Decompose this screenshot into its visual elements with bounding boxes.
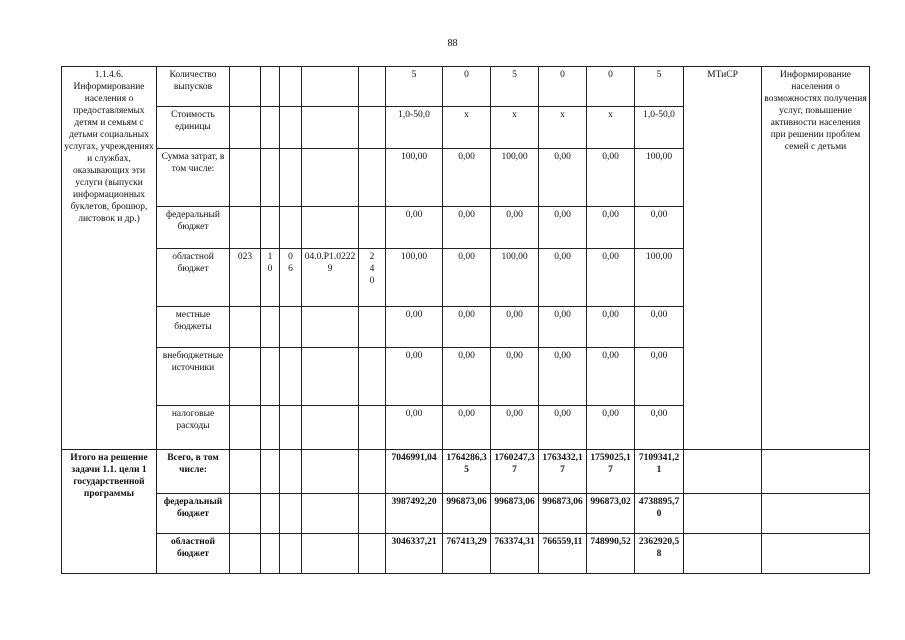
value-cell: 0,00 bbox=[491, 406, 539, 450]
value-cell: 996873,06 bbox=[539, 494, 587, 534]
value-cell: 0,00 bbox=[635, 406, 684, 450]
row-label: налоговые расходы bbox=[157, 406, 230, 450]
value-cell: 1763432,17 bbox=[539, 450, 587, 494]
value-cell: 100,00 bbox=[386, 249, 443, 307]
value-cell: х bbox=[443, 107, 491, 149]
row-label: Сумма затрат, в том числе: bbox=[157, 149, 230, 207]
value-cell: 996873,02 bbox=[587, 494, 635, 534]
value-cell: 0,00 bbox=[491, 307, 539, 348]
value-cell: 0,00 bbox=[587, 249, 635, 307]
value-cell: х bbox=[491, 107, 539, 149]
value-cell: 0,00 bbox=[443, 207, 491, 249]
table-row bbox=[62, 450, 870, 494]
value-cell: 0,00 bbox=[587, 307, 635, 348]
value-cell: 0,00 bbox=[539, 307, 587, 348]
value-cell: х bbox=[539, 107, 587, 149]
row-label: местные бюджеты bbox=[157, 307, 230, 348]
value-cell: 766559,11 bbox=[539, 534, 587, 574]
table-row bbox=[62, 67, 870, 107]
totals-title: Итого на решение задачи 1.1. цели 1 государственной программы bbox=[62, 450, 157, 574]
value-cell: 0,00 bbox=[443, 249, 491, 307]
page-number: 88 bbox=[447, 38, 458, 49]
value-cell: 996873,06 bbox=[443, 494, 491, 534]
value-cell: 0,00 bbox=[539, 348, 587, 406]
value-cell: 0,00 bbox=[443, 348, 491, 406]
value-cell: 0,00 bbox=[443, 406, 491, 450]
value-cell: 0,00 bbox=[587, 348, 635, 406]
value-cell: 0,00 bbox=[635, 348, 684, 406]
csr-code: 04.0.Р1.02229 bbox=[302, 249, 359, 307]
row-label: федеральный бюджет bbox=[157, 207, 230, 249]
value-cell: 5 bbox=[635, 67, 684, 107]
value-cell: 0,00 bbox=[386, 406, 443, 450]
value-cell: 0,00 bbox=[491, 207, 539, 249]
value-cell: 100,00 bbox=[491, 149, 539, 207]
row-label: Стоимость единицы bbox=[157, 107, 230, 149]
value-cell: 1759025,17 bbox=[587, 450, 635, 494]
value-cell: 996873,06 bbox=[491, 494, 539, 534]
value-cell: 0,00 bbox=[386, 348, 443, 406]
value-cell: 0,00 bbox=[539, 149, 587, 207]
expected-result: Информирование населения о возможностях получения услуг, повышение активности населения при решении проблем семей с детьми bbox=[762, 67, 870, 450]
value-cell: 100,00 bbox=[635, 149, 684, 207]
value-cell: 7109341,21 bbox=[635, 450, 684, 494]
value-cell: 3987492,20 bbox=[386, 494, 443, 534]
value-cell: 100,00 bbox=[386, 149, 443, 207]
value-cell: 7046991,04 bbox=[386, 450, 443, 494]
value-cell: 0,00 bbox=[635, 307, 684, 348]
value-cell: 0 bbox=[539, 67, 587, 107]
value-cell: 5 bbox=[491, 67, 539, 107]
value-cell: 0,00 bbox=[587, 406, 635, 450]
row-label: областной бюджет bbox=[157, 534, 230, 574]
value-cell: 0,00 bbox=[635, 207, 684, 249]
executor: МТиСР bbox=[684, 67, 762, 450]
value-cell: 4738895,70 bbox=[635, 494, 684, 534]
value-cell: 0 bbox=[587, 67, 635, 107]
value-cell: 1,0-50,0 bbox=[635, 107, 684, 149]
value-cell: 100,00 bbox=[491, 249, 539, 307]
value-cell: 5 bbox=[386, 67, 443, 107]
value-cell: 0,00 bbox=[587, 149, 635, 207]
row-label: федеральный бюджет bbox=[157, 494, 230, 534]
row-label: областной бюджет bbox=[157, 249, 230, 307]
value-cell: 763374,31 bbox=[491, 534, 539, 574]
value-cell: 1764286,35 bbox=[443, 450, 491, 494]
value-cell: 0,00 bbox=[539, 406, 587, 450]
task-code-name: 1.1.4.6. Информирование населения о предоставляемых детям и семьям с детьми социальных услугах, учреждениях и службах, оказывающих эти услуги (выпуски информационных буклетов, брошюр, листовок и др.) bbox=[62, 67, 157, 450]
value-cell: 0,00 bbox=[443, 149, 491, 207]
budget-table bbox=[61, 66, 870, 574]
table-row bbox=[62, 534, 870, 574]
value-cell: 0,00 bbox=[491, 348, 539, 406]
row-label: внебюджетные источники bbox=[157, 348, 230, 406]
value-cell: 1,0-50,0 bbox=[386, 107, 443, 149]
rz-code: 1 0 bbox=[261, 249, 280, 307]
value-cell: 100,00 bbox=[635, 249, 684, 307]
row-label: Всего, в том числе: bbox=[157, 450, 230, 494]
value-cell: 0,00 bbox=[539, 207, 587, 249]
row-label: Количество выпусков bbox=[157, 67, 230, 107]
value-cell: 748990,52 bbox=[587, 534, 635, 574]
value-cell: 3046337,21 bbox=[386, 534, 443, 574]
value-cell: 0 bbox=[443, 67, 491, 107]
table-row bbox=[62, 494, 870, 534]
grbs-code: 023 bbox=[230, 249, 261, 307]
value-cell: 1760247,37 bbox=[491, 450, 539, 494]
value-cell: 0,00 bbox=[539, 249, 587, 307]
vr-code: 2 4 0 bbox=[359, 249, 386, 307]
value-cell: 0,00 bbox=[386, 307, 443, 348]
value-cell: 0,00 bbox=[443, 307, 491, 348]
value-cell: 0,00 bbox=[587, 207, 635, 249]
value-cell: 0,00 bbox=[386, 207, 443, 249]
pr-code: 0 6 bbox=[280, 249, 302, 307]
value-cell: 767413,29 bbox=[443, 534, 491, 574]
value-cell: х bbox=[587, 107, 635, 149]
value-cell: 2362920,58 bbox=[635, 534, 684, 574]
